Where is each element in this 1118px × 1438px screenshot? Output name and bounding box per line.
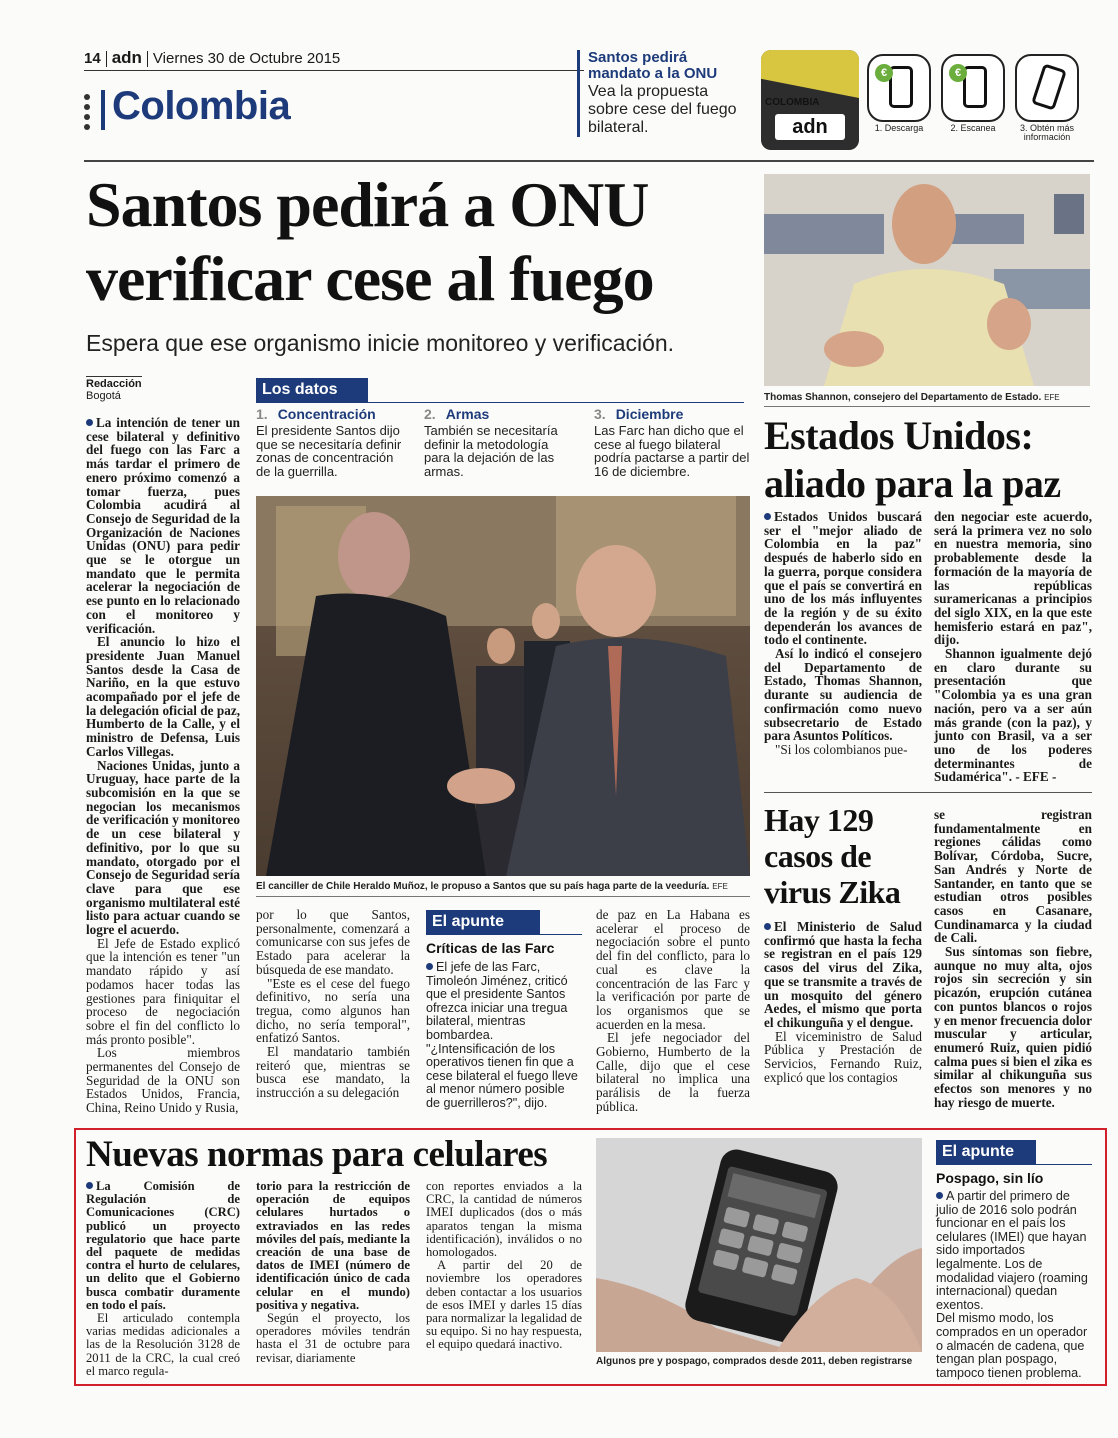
paragraph: La Comisión de Regulación de Comunicaciones (CRC) publicó un proyecto regulatorio que hace parte del paquete de medidas contra el hurto de celulares, un delito que el Gobierno busca combatir duramente en todo el país. bbox=[86, 1179, 240, 1312]
folio bbox=[84, 48, 340, 68]
paragraph: con reportes enviados a la CRC, la cantidad de números IMEI duplicados (dos o más aparatos tengan la misma identificación), inválidos o no homologados. bbox=[426, 1179, 582, 1260]
main-photo-caption: El canciller de Chile Heraldo Muñoz, le propuso a Santos que su país haga parte de la veeduría. EFE bbox=[256, 881, 728, 892]
brand-logo: adn bbox=[111, 48, 142, 67]
paragraph: Sus síntomas son fiebre, aunque no muy alta, ojos rojos sin secreción y sin picazón, erupción cutánea con puntos blancos o rojos y en menor frecuencia dolor muscular y articular, enumeró Ruiz, quien pidió calma pues si bien el zika es similar al chikunguña sus efectos son menores y no hay riesgo de muerte. bbox=[934, 944, 1092, 1110]
datos-item-3: 3. Diciembre Las Farc han dicho que el cese al fuego bilateral podría pactarse a partir del 16 de diciembre. bbox=[594, 406, 750, 479]
datos-item-2: 2. Armas También se necesitaría definir la metodología para la dejación de las armas. bbox=[424, 406, 558, 479]
byline-city: Bogotá bbox=[86, 390, 121, 402]
teaser-title: Santos pedirá mandato a la ONU bbox=[588, 49, 718, 82]
los-datos-rule bbox=[256, 402, 744, 403]
cel-col-1 bbox=[86, 1180, 240, 1378]
step-info-label: 3. Obtén más información bbox=[1019, 123, 1075, 142]
apunte-cel-rule bbox=[936, 1164, 1092, 1165]
main-story-col-1 bbox=[86, 416, 240, 1115]
usa-story-col-2 bbox=[934, 510, 1092, 784]
cel-col-3 bbox=[426, 1180, 582, 1352]
step-download-label: 1. Descarga bbox=[874, 123, 924, 133]
los-datos-label: Los datos bbox=[256, 378, 368, 402]
section-title: Colombia bbox=[112, 84, 291, 128]
byline-author: Redacción bbox=[86, 378, 142, 390]
paragraph: "Si los colombianos pue- bbox=[775, 741, 908, 757]
cel-col-2 bbox=[256, 1180, 410, 1365]
usa-headline: Estados Unidos: aliado para la paz bbox=[764, 413, 1061, 506]
apunte-cel-title: Pospago, sin lío bbox=[936, 1170, 1044, 1186]
celulares-headline: Nuevas normas para celulares bbox=[86, 1134, 548, 1175]
paragraph: El mandatario también reiteró que, mientras se busca ese mandato, la instrucción a su delegación bbox=[256, 1044, 410, 1101]
teaser-text: Vea la propuesta sobre cese del fuego bilateral. bbox=[588, 83, 737, 136]
issue-date: Viernes 30 de Octubre 2015 bbox=[152, 50, 341, 67]
usa-rule bbox=[764, 406, 1090, 407]
zika-story-col-2 bbox=[934, 808, 1092, 1109]
paragraph: Shannon igualmente dejó en claro durante su presentación que "Colombia ya es una gran nación, pero va a ser aún más grande (con la paz), y junto con Brasil, va a ser uno de los poderes determinantes de Sudamérica". - EFE - bbox=[934, 646, 1092, 785]
download-step-icon: € bbox=[867, 54, 931, 122]
datos-item-1: 1. Concentración El presidente Santos dijo que se necesitaría definir zonas de concentración de la guerrilla. bbox=[256, 406, 402, 479]
section-bar bbox=[101, 90, 105, 130]
apunte-cel-label: El apunte bbox=[936, 1140, 1036, 1164]
top-rule bbox=[84, 160, 1094, 162]
paragraph: Los miembros permanentes del Consejo de Seguridad de la ONU son Estados Unidos, Francia, China, Reino Unido y Rusia, bbox=[86, 1045, 240, 1116]
online-teaser[interactable] bbox=[577, 50, 747, 137]
apunte-farc-label: El apunte bbox=[426, 910, 540, 934]
paragraph: por lo que Santos, personalmente, comenzará a comunicarse con sus jefes de Estado para acelerar la búsqueda de ese mandato. bbox=[256, 907, 410, 977]
paragraph: de paz en La Habana es acelerar el proceso de negociación sobre el punto del fin del conflicto, para lo cual es clave la concentración de las Farc y la verificación por parte de los organismos que se acuerden en la mesa. bbox=[596, 907, 750, 1032]
paragraph: La intención de tener un cese bilateral y definitivo del fuego con las Farc a más tardar el primero de enero próximo comenzó a tomar fuerza, pues Colombia acudirá al Consejo de Seguridad de la Organización de Naciones Unidas (ONU) para pedir que se le otorgue un mandato que le permita acelerar la negociación de ese punto en lo relacionado con el monitoreo y verificación. bbox=[86, 415, 240, 636]
zika-story-col-1 bbox=[764, 920, 922, 1084]
handshake-photo-illustration bbox=[256, 496, 750, 876]
main-story-col-4 bbox=[596, 908, 750, 1114]
shannon-photo bbox=[764, 174, 1090, 386]
badge-logo: adn bbox=[775, 114, 845, 140]
phone-photo bbox=[596, 1138, 922, 1352]
smartphone-photo-illustration bbox=[596, 1138, 922, 1352]
headline-line-2: verificar cese al fuego bbox=[86, 243, 654, 314]
paragraph: El anuncio lo hizo el presidente Juan Manuel Santos desde la Casa de Nariño, en la que estuvo acompañado por el jefe de la delegación oficial de paz, Humberto de la Calle, y el ministro de Defensa, Luis Carlos Villegas. bbox=[86, 634, 240, 759]
main-story-col-2 bbox=[256, 908, 410, 1100]
page-number: 14 bbox=[84, 50, 101, 67]
paragraph: Naciones Unidas, junto a Uruguay, hace parte de la subcomisión en la que se negocian los mecanismos de verificación y monitoreo de un cese bilateral y definitivo, por lo que su mandato, otorgado por el Consejo de Seguridad sería clave para que ese organismo multilateral esté listo para actuar cuando se logre el acuerdo. bbox=[86, 757, 240, 938]
main-subtitle: Espera que ese organismo inicie monitoreo y verificación. bbox=[86, 330, 675, 356]
paragraph: El viceministro de Salud Pública y Prestación de Servicios, Fernando Ruiz, explicó que los contagios bbox=[764, 1028, 922, 1085]
paragraph: Según el proyecto, los operadores móviles tendrán hasta el 31 de octubre para revisar, diariamente bbox=[256, 1311, 410, 1365]
paragraph: El jefe negociador del Gobierno, Humberto de la Calle, dijo que el cese bilateral no implica una parálisis de la fuerza pública. bbox=[596, 1030, 750, 1114]
apunte-rule bbox=[426, 934, 582, 935]
zika-headline: Hay 129 casos de virus Zika bbox=[764, 802, 901, 910]
apunte-farc-text: El jefe de las Farc, Timoleón Jiménez, criticó que el presidente Santos ofrezca iniciar una tregua bilateral, mientras bombardea. "¿Intensificación de los operativos tienen fin que a cese bilateral el fuego lleve al menor número posible de guerrilleros?", dijo. bbox=[426, 961, 582, 1111]
main-headline bbox=[86, 168, 756, 316]
header-rule bbox=[84, 70, 584, 71]
badge-country: COLOMBIA bbox=[765, 97, 820, 108]
shannon-photo-caption: Thomas Shannon, consejero del Departamento de Estado. EFE bbox=[764, 392, 1060, 403]
paragraph: se registran fundamentalmente en regiones cálidas como Bolívar, Córdoba, Sucre, San Andrés y Norte de Santander, en tanto que se estudian otros posibles casos en Casanare, Cundinamarca y la ciudad de Cali. bbox=[934, 807, 1092, 946]
apunte-farc-title: Críticas de las Farc bbox=[426, 940, 555, 956]
paragraph: Estados Unidos buscará ser el "mejor aliado de Colombia en la paz" después de haberlo sido en la guerra, porque considera que el país se convertirá en uno de los más influyentes de la región y de su éxito dependerán los avances de todo el continente. bbox=[764, 509, 922, 648]
paragraph: Así lo indicó el consejero del Departamento de Estado, Thomas Shannon, durante su audiencia de confirmación como nuevo subsecretario de Estado para Asuntos Políticos. bbox=[764, 646, 922, 744]
section-dots-icon bbox=[84, 94, 94, 134]
paragraph: El articulado contempla varias medidas adicionales a las de la Resolución 3128 de 2011 de la CRC, la cual creó el marco regula- bbox=[86, 1311, 240, 1378]
adn-app-badge bbox=[761, 50, 859, 150]
phone-photo-caption: Algunos pre y pospago, comprados desde 2011, deben registrarse bbox=[596, 1356, 913, 1367]
usa-story-col-1 bbox=[764, 510, 922, 757]
paragraph: A partir del 20 de noviembre los operadores deben contactar a los usuarios de esos IMEI y darles 15 días para normalizar la legalidad de su equipo. Si no hay respuesta, el equipo quedará inactivo. bbox=[426, 1258, 582, 1352]
paragraph: El Jefe de Estado explicó que la intención es tener "un mandato rápido y así podamos hacer todas las gestiones para finiquitar el proceso de negociación sobre el fin del conflicto lo más pronto posible". bbox=[86, 935, 240, 1047]
byline bbox=[86, 376, 142, 402]
paragraph: El Ministerio de Salud confirmó que hasta la fecha se registran en el país 129 casos del virus del Zika, que se transmite a través de un mosquito del género Aedes, el mismo que porta el chikunguña y el dengue. bbox=[764, 919, 922, 1030]
caption-rule bbox=[256, 896, 750, 897]
step-scan-label: 2. Escanea bbox=[950, 123, 996, 133]
apunte-cel-text: A partir del primero de julio de 2016 solo podrán funcionar en el país los celulares (IMEI) que hayan sido importados legalmente. Los de modalidad viajero (roaming internacional) quedan exentos. Del mismo modo, los comprados en un operador o almacén de cadena, que tengan plan pospago, tampoco tienen problema. bbox=[936, 1190, 1092, 1380]
info-step-icon bbox=[1015, 54, 1079, 122]
shannon-photo-illustration bbox=[764, 174, 1090, 386]
scan-step-icon: € bbox=[941, 54, 1005, 122]
paragraph: den negociar este acuerdo, será la primera vez no solo en nuestra memoria, sino probablemente desde la formación de la mayoría de las repúblicas suramericanas a principios del siglo XIX, en la que este hemisferio estará en paz", dijo. bbox=[934, 509, 1092, 648]
paragraph: torio para la restricción de operación de equipos celulares hurtados o extraviados en las redes móviles del país, mediante la creación de una base de datos de IMEI (número de identificación único de cada celular en el mundo) positiva y negativa. bbox=[256, 1179, 410, 1312]
headline-line-1: Santos pedirá a ONU bbox=[86, 169, 649, 240]
main-photo bbox=[256, 496, 750, 876]
zika-rule bbox=[764, 792, 1092, 793]
paragraph: "Este es el cese del fuego definitivo, no sería una tregua, como algunos han dicho, no sería temporal", enfatizó Santos. bbox=[256, 975, 410, 1046]
app-promo[interactable] bbox=[761, 50, 1083, 156]
